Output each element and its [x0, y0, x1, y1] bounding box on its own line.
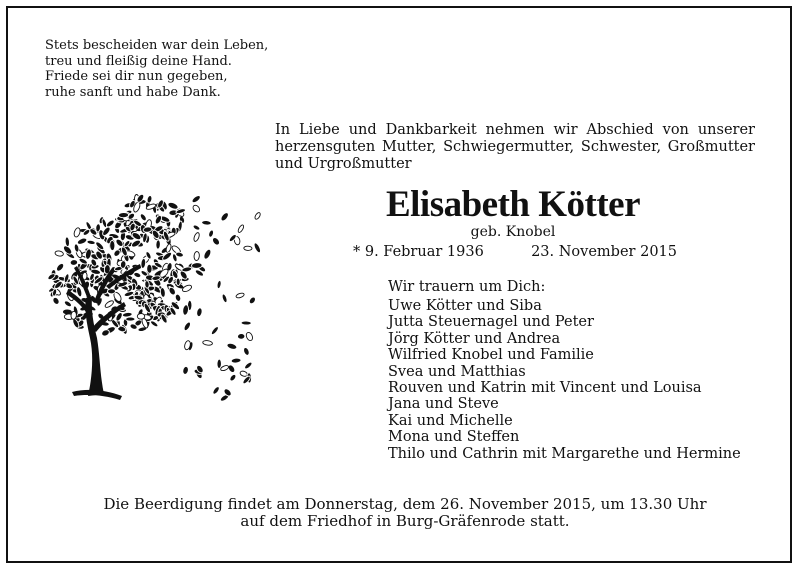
birth-name: geb. Knobel	[470, 224, 556, 240]
poem-line: ruhe sanft und habe Dank.	[45, 84, 221, 100]
intro-text: In Liebe und Dankbarkeit nehmen wir Abschied von unserer herzensguten Mutter, Schwiegermutter, Schwester, Großmutter und Urgroßmutter	[275, 122, 755, 172]
mourners-list	[388, 298, 741, 462]
mourner-entry: Rouven und Katrin mit Vincent und Louisa	[388, 380, 702, 397]
tree-icon	[40, 178, 265, 406]
funeral-notice	[40, 496, 770, 530]
poem-line: treu und fleißig deine Hand.	[45, 53, 232, 69]
poem-line: Stets bescheiden war dein Leben,	[45, 38, 269, 53]
mourner-entry: Jana und Steve	[388, 396, 499, 413]
funeral-line: auf dem Friedhof in Burg-Gräfenrode statt.	[240, 512, 570, 530]
poem-line: Friede sei dir nun gegeben,	[45, 69, 228, 84]
mourner-entry: Jutta Steuernagel und Peter	[388, 314, 594, 331]
mourner-entry: Thilo und Cathrin mit Margarethe und Hermine	[388, 445, 741, 462]
mourner-entry: Mona und Steffen	[388, 429, 520, 446]
birth-date: * 9. Februar 1936	[353, 244, 484, 260]
mourner-entry: Uwe Kötter und Siba	[388, 298, 542, 314]
mourners-heading: Wir trauern um Dich:	[388, 279, 546, 295]
mourner-entry: Jörg Kötter und Andrea	[388, 330, 561, 347]
mourner-entry: Wilfried Knobel und Familie	[388, 347, 594, 364]
funeral-line: Die Beerdigung findet am Donnerstag, dem 26. November 2015, um 13.30 Uhr	[103, 495, 707, 513]
deceased-name: Elisabeth Kötter	[385, 184, 641, 225]
mourner-entry: Svea und Matthias	[388, 363, 526, 380]
mourner-entry: Kai und Michelle	[388, 412, 513, 429]
death-date: 23. November 2015	[531, 244, 677, 260]
poem	[45, 38, 268, 100]
